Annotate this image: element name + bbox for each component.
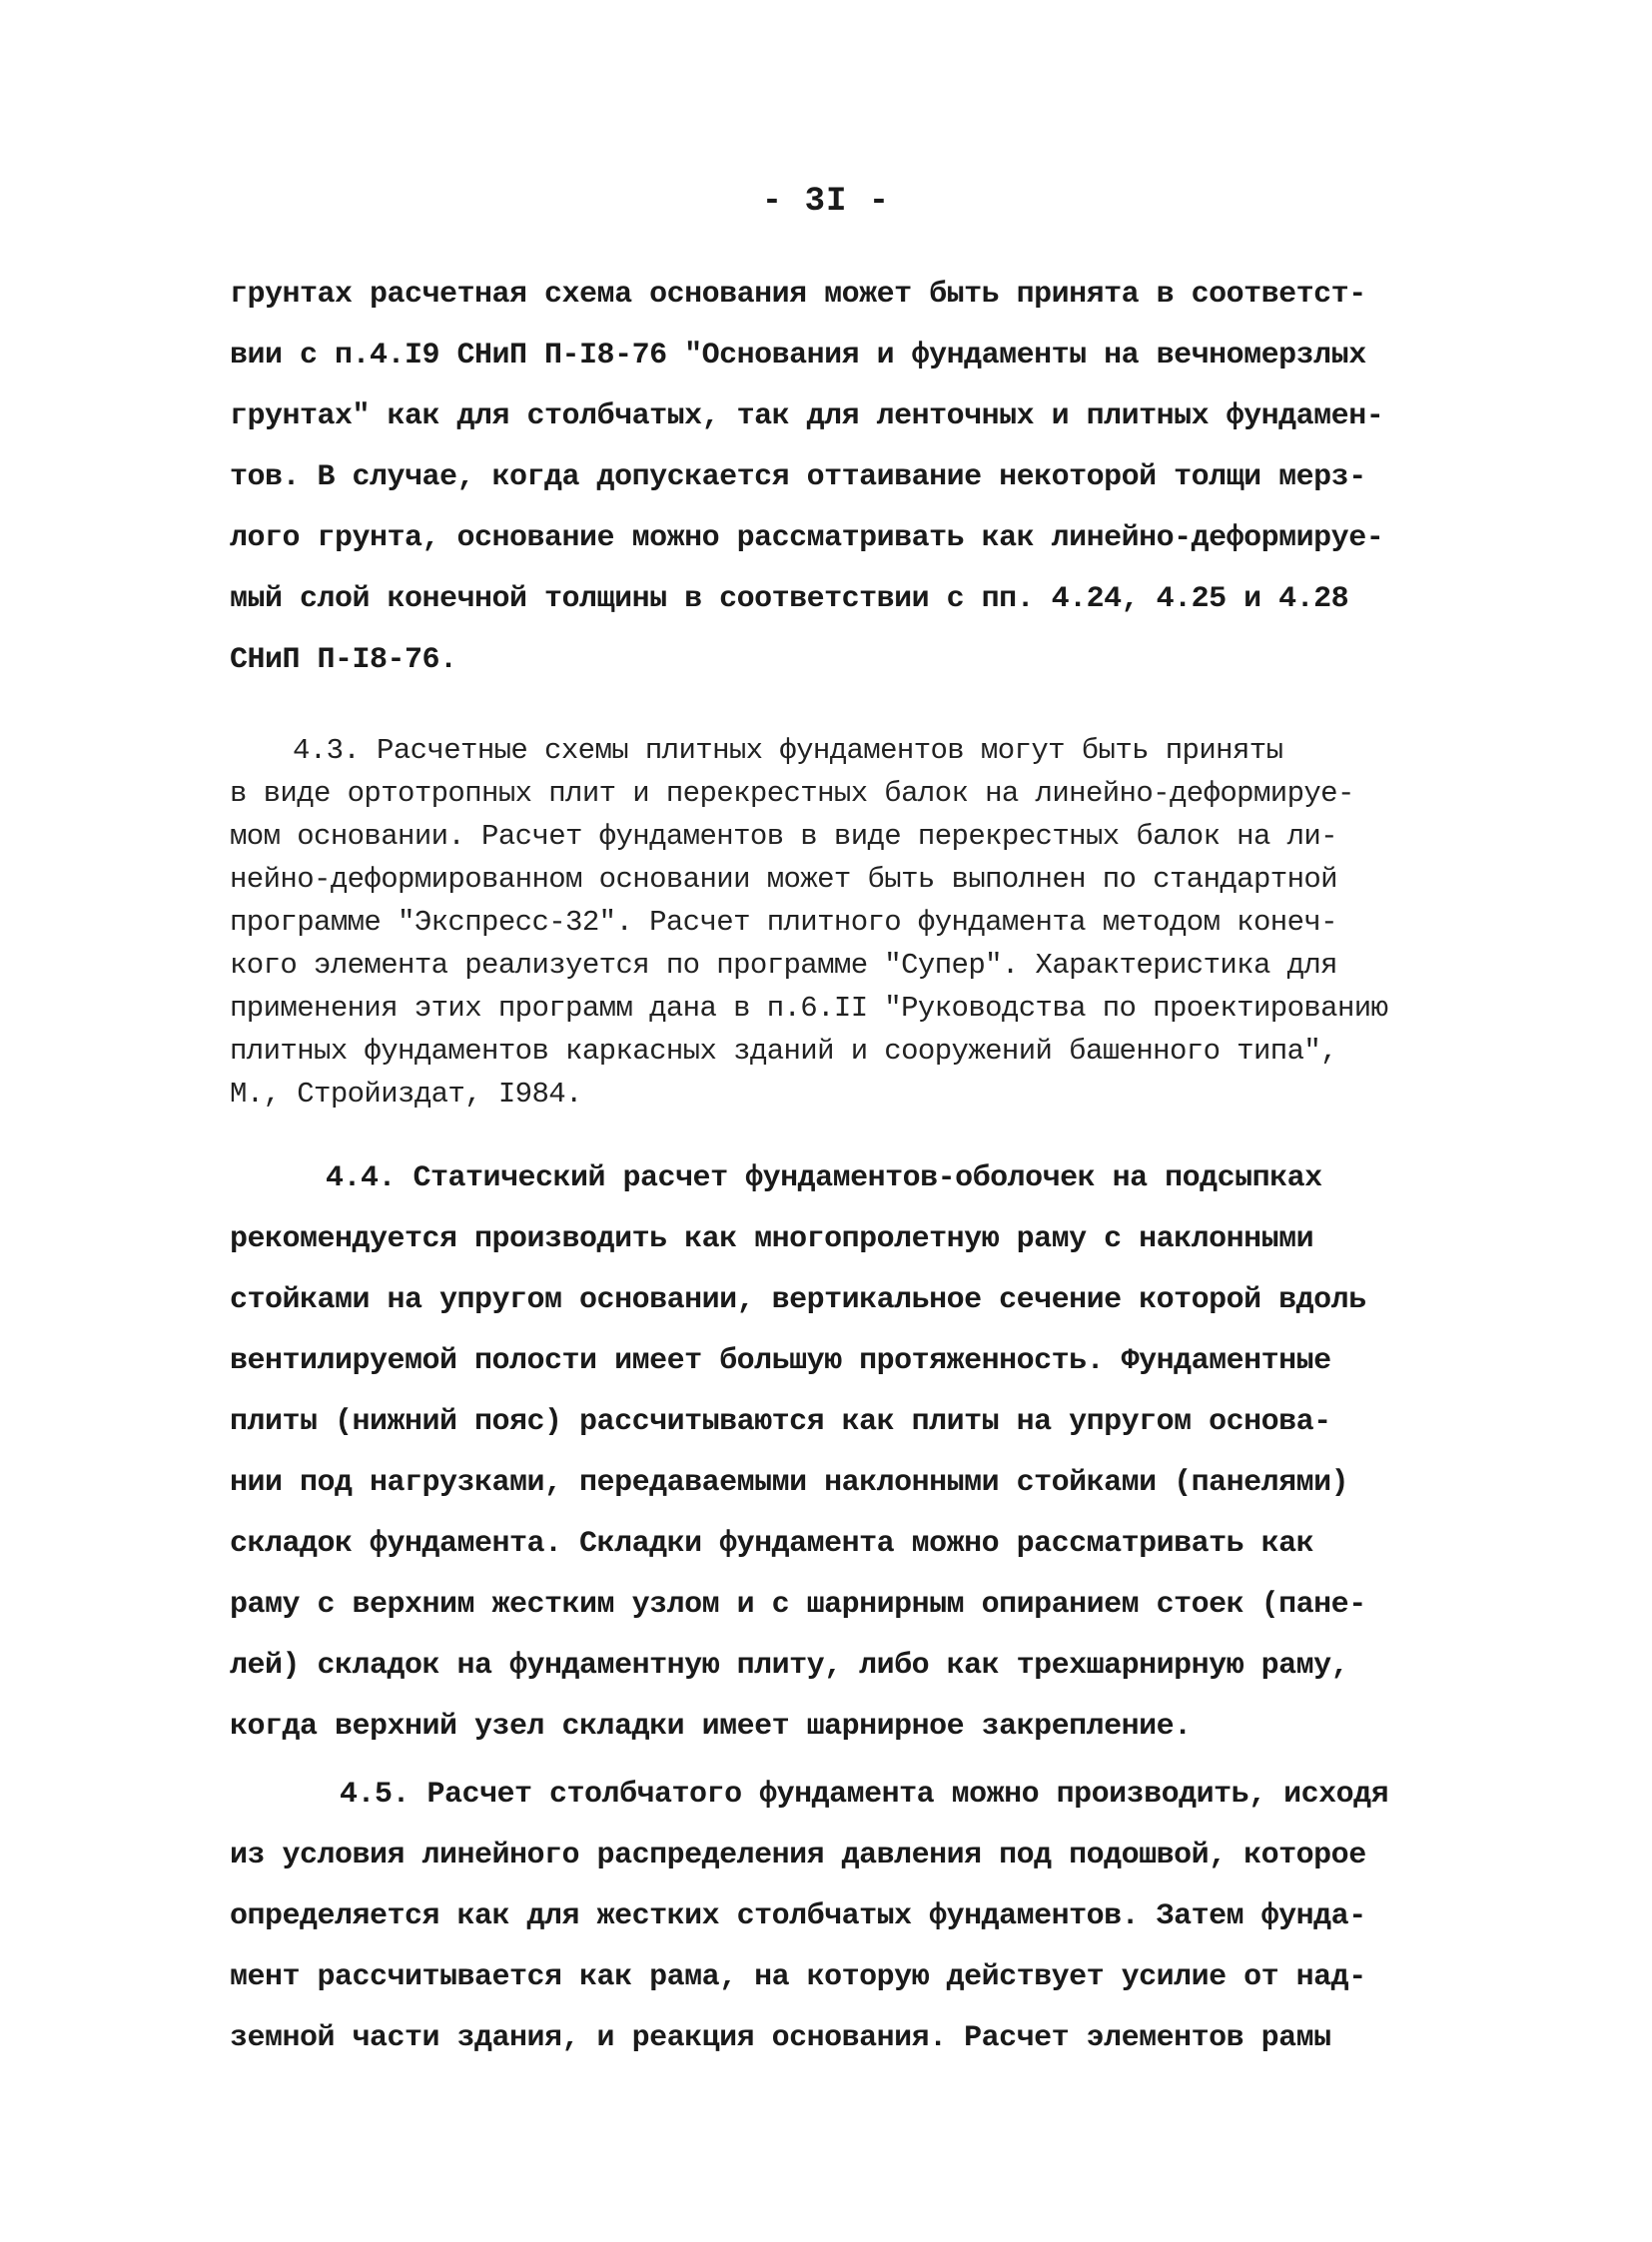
text-line: тов. В случае, когда допускается оттаивание некоторой толщи мерз-: [230, 460, 1366, 494]
text-line: СНиП П-I8-76.: [230, 643, 457, 677]
text-line: когда верхний узел складки имеет шарнирное закрепление.: [230, 1710, 1192, 1744]
text-line: вентилируемой полости имеет большую протяженность. Фундаментные: [230, 1344, 1331, 1378]
text-line: лей) складок на фундаментную плиту, либо как трехшарнирную раму,: [230, 1649, 1349, 1683]
text-line: стойками на упругом основании, вертикальное сечение которой вдоль: [230, 1283, 1366, 1317]
text-line: 4.3. Расчетные схемы плитных фундаментов могут быть приняты: [293, 734, 1283, 767]
text-line: 4.4. Статический расчет фундаментов-оболочек на подсыпках: [326, 1161, 1322, 1195]
text-line: мом основании. Расчет фундаментов в виде перекрестных балок на ли-: [230, 820, 1337, 853]
text-line: плитных фундаментов каркасных зданий и сооружений башенного типа",: [230, 1035, 1337, 1068]
text-line: из условия линейного распределения давления под подошвой, которое: [230, 1839, 1366, 1872]
text-line: применения этих программ дана в п.6.II "Руководства по проектированию: [230, 992, 1388, 1025]
text-line: грунтах" как для столбчатых, так для ленточных и плитных фундамен-: [230, 399, 1384, 433]
text-line: лого грунта, основание можно рассматривать как линейно-деформируе-: [230, 521, 1384, 555]
text-line: нии под нагрузками, передаваемыми наклонными стойками (панелями): [230, 1466, 1349, 1500]
text-line: определяется как для жестких столбчатых фундаментов. Затем фунда-: [230, 1899, 1366, 1933]
text-line: в виде ортотропных плит и перекрестных балок на линейно-деформируе-: [230, 777, 1354, 810]
text-line: земной части здания, и реакция основания. Расчет элементов рамы: [230, 2021, 1331, 2055]
text-line: рекомендуется производить как многопролетную раму с наклонными: [230, 1222, 1314, 1256]
text-line: грунтах расчетная схема основания может быть принята в соответст-: [230, 278, 1366, 312]
text-line: плиты (нижний пояс) рассчитываются как плиты на упругом основа-: [230, 1405, 1331, 1439]
text-line: М., Стройиздат, I984.: [230, 1078, 582, 1111]
text-line: программе "Экспресс-32". Расчет плитного фундамента методом конеч-: [230, 906, 1337, 939]
text-line: складок фундамента. Складки фундамента можно рассматривать как: [230, 1527, 1314, 1561]
text-line: 4.5. Расчет столбчатого фундамента можно производить, исходя: [340, 1778, 1389, 1812]
text-line: нейно-деформированном основании может быть выполнен по стандартной: [230, 863, 1337, 896]
text-line: мент рассчитывается как рама, на которую действует усилие от над-: [230, 1960, 1366, 1994]
text-line: вии с п.4.I9 СНиП П-I8-76 "Основания и фундаменты на вечномерзлых: [230, 339, 1366, 373]
page-number: - 3I -: [761, 183, 891, 221]
text-line: раму с верхним жестким узлом и с шарнирным опиранием стоек (пане-: [230, 1588, 1366, 1622]
text-line: кого элемента реализуется по программе "Супер". Характеристика для: [230, 949, 1337, 982]
text-line: мый слой конечной толщины в соответствии с пп. 4.24, 4.25 и 4.28: [230, 582, 1349, 616]
